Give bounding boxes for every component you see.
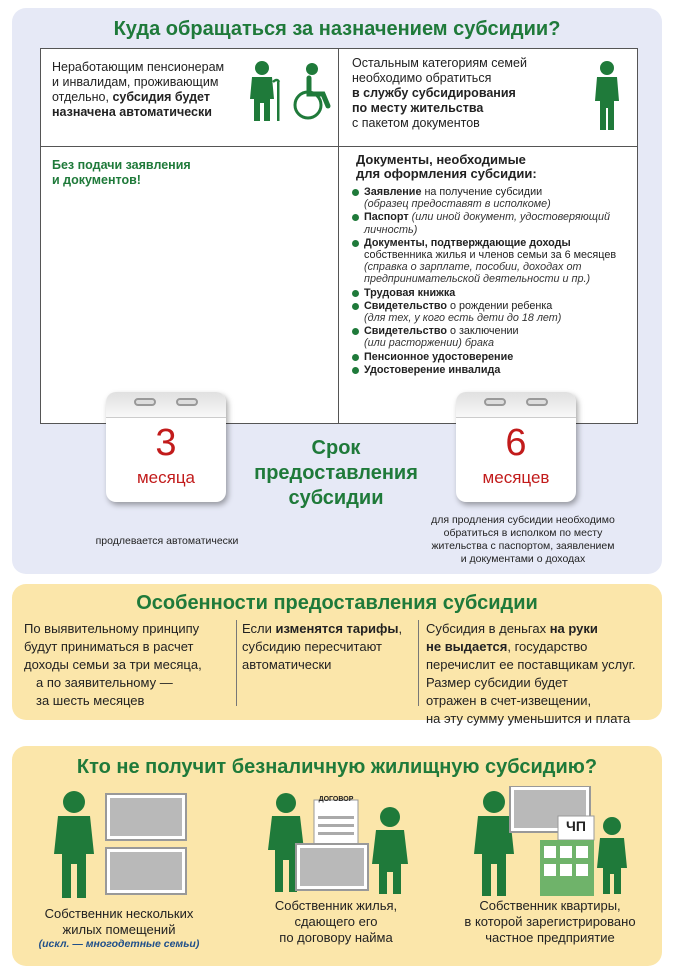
list-item: Паспорт (или иной документ, удостоверяющий личность): [352, 211, 636, 235]
list-item: Документы, подтверждающие доходы собственника жилья и членов семьи за 6 месяцев (справка о зарплате, пособии, доходах от предпринимательской деятельности и пр.): [352, 237, 636, 286]
private-enterprise-icon: [470, 786, 630, 900]
calendar-header: [456, 392, 576, 418]
multiple-owner-icon: [50, 790, 200, 900]
calendar-3-months: [106, 392, 226, 502]
list-item: Пенсионное удостоверение: [352, 351, 636, 363]
section-title-features: Особенности предоставления субсидии: [136, 592, 538, 614]
no-application-note: Без подачи заявления и документов!: [52, 158, 191, 187]
list-item: Свидетельство о заключении (или расторжении) брака: [352, 325, 636, 349]
documents-list: [352, 186, 636, 377]
documents-title: Документы, необходимые для оформления субсидии:: [356, 152, 537, 181]
list-item: Трудовая книжка: [352, 287, 636, 299]
caption-private-enterprise: Собственник квартиры, в которой зарегистрировано частное предприятие: [464, 898, 636, 945]
feature-separator: [418, 620, 419, 706]
feature-calculation: По выявительному принципу будут приниматься в расчет доходы семьи за три месяца, а по заявительному — за шесть месяцев: [24, 621, 202, 708]
caption-landlord: Собственник жилья, сдающего его по договору найма: [274, 898, 398, 945]
exception-note: (искл. — многодетные семьи): [38, 938, 200, 950]
table-divider-horizontal: [40, 146, 638, 147]
calendar-6-months: [456, 392, 576, 502]
caption-multiple-owner: Собственник нескольких жилых помещений: [44, 906, 194, 937]
list-item: Удостоверение инвалида: [352, 364, 636, 376]
private-enterprise-label: ЧП: [566, 818, 586, 834]
list-item: Заявление на получение субсидии (образец предоставят в исполкоме): [352, 186, 636, 210]
pensioner-wheelchair-icon: [246, 60, 336, 122]
section-title-not-eligible: Кто не получит безналичную жилищную субсидию?: [76, 756, 598, 778]
table-divider-vertical: [338, 48, 339, 424]
calendar-header: [106, 392, 226, 418]
term-label: Срок предоставления субсидии: [254, 437, 418, 509]
feature-separator: [236, 620, 237, 706]
section-title-where-to-apply: Куда обращаться за назначением субсидии?: [113, 18, 561, 40]
right-intro-text: Остальным категориям семей необходимо обратиться в службу субсидирования по месту жительства с пакетом документов: [352, 56, 527, 130]
left-intro-text: Неработающим пенсионерам и инвалидам, проживающим отдельно, субсидия будет назначена автоматически: [52, 60, 225, 119]
list-item: Свидетельство о рождении ребенка (для тех, у кого есть дети до 18 лет): [352, 300, 636, 324]
calendar-label: месяца: [136, 468, 196, 487]
person-icon: [592, 60, 622, 132]
feature-tariffs: Если изменятся тарифы, субсидию пересчитают автоматически: [242, 621, 403, 672]
renewal-instructions: для продления субсидии необходимо обратиться в исполком по месту жительства с паспортом, заявлением и документами о доходах: [431, 514, 615, 565]
landlord-tenant-icon: [266, 792, 416, 898]
contract-label: ДОГОВОР: [318, 796, 354, 803]
calendar-number: 3: [155, 422, 177, 464]
auto-renewal-note: продлевается автоматически: [95, 535, 239, 547]
calendar-label: месяцев: [482, 468, 550, 487]
feature-payment: Субсидия в деньгах на руки не выдается, государство перечислит ее поставщикам услуг. Размер субсидии будет отражен в счет-извещении, на эту сумму уменьшится и плата: [426, 621, 636, 726]
calendar-number: 6: [505, 422, 527, 464]
